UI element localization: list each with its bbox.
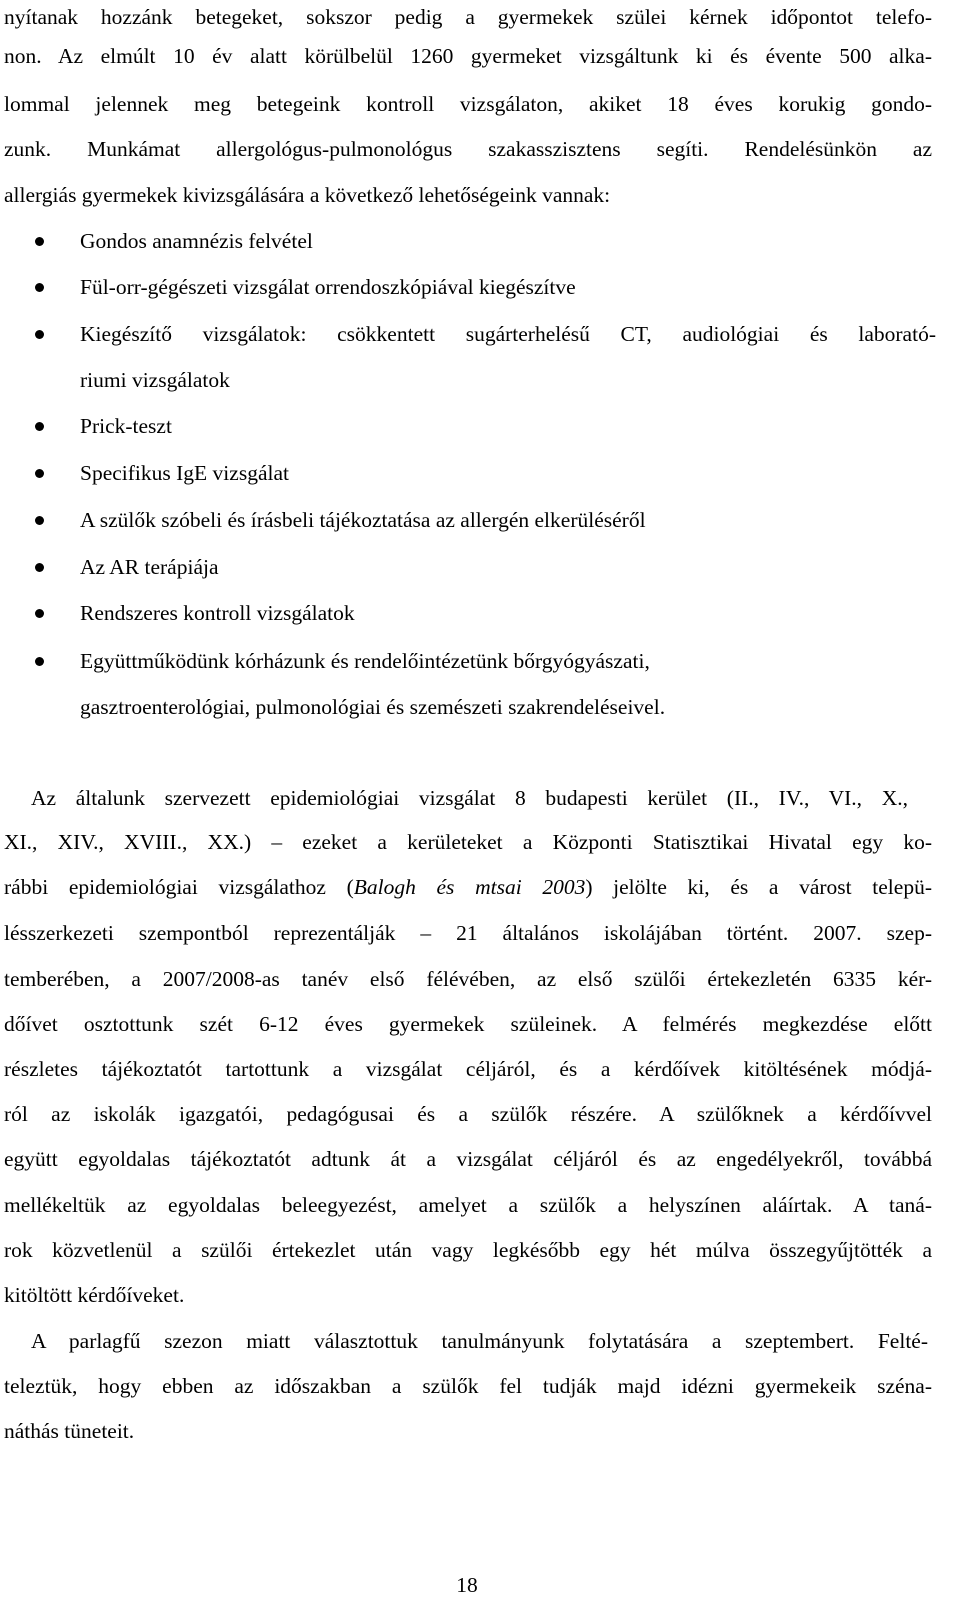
paragraph-1-line-5: allergiás gyermekek kivizsgálására a következő lehetőségeink vannak: [4, 183, 611, 207]
list-item: Prick-teszt [80, 414, 172, 438]
list-item: Kiegészítő vizsgálatok: csökkentett sugárterhelésű CT, audiológiai és laborató- [80, 322, 936, 346]
paragraph-3-line-2: teleztük, hogy ebben az időszakban a szülők fel tudják majd idézni gyermekeik széna- [4, 1374, 932, 1398]
paragraph-3-line-1: A parlagfű szezon miatt választottuk tanulmányunk folytatására a szeptembert. Felté- [31, 1329, 928, 1353]
paragraph-2-line-11: rok közvetlenül a szülői értekezlet után vagy legkésőbb egy hét múlva összegyűjtötték a [4, 1238, 932, 1262]
bullet-icon [35, 657, 44, 666]
bullet-icon [35, 330, 44, 339]
bullet-icon [35, 469, 44, 478]
citation: Balogh és mtsai 2003 [353, 875, 586, 899]
list-item: Együttműködünk kórházunk és rendelőintézetünk bőrgyógyászati, [80, 649, 650, 673]
bullet-icon [35, 283, 44, 292]
bullet-icon [35, 516, 44, 525]
bullet-icon [35, 237, 44, 246]
paragraph-2-line-9: együtt egyoldalas tájékoztatót adtunk át a vizsgálat céljáról és az engedélyekről, továbbá [4, 1147, 932, 1171]
bullet-icon [35, 422, 44, 431]
paragraph-1-line-1: nyítanak hozzánk betegeket, sokszor pedig a gyermekek szülei kérnek időpontot telefo- [4, 5, 932, 29]
paragraph-2-line-1: Az általunk szervezett epidemiológiai vizsgálat 8 budapesti kerület (II., IV., VI., X., [31, 786, 908, 810]
paragraph-2-line-3-text: ) jelölte ki, és a várost telepü- [585, 875, 932, 899]
paragraph-2-line-5: temberében, a 2007/2008-as tanév első félévében, az első szülői értekezletén 6335 kér- [4, 967, 932, 991]
list-item-continuation: riumi vizsgálatok [80, 368, 230, 392]
list-item: Specifikus IgE vizsgálat [80, 461, 289, 485]
list-item: Fül-orr-gégészeti vizsgálat orrendoszkópiával kiegészítve [80, 275, 576, 299]
paragraph-1-line-2: non. Az elmúlt 10 év alatt körülbelül 1260 gyermeket vizsgáltunk ki és évente 500 alka- [4, 44, 932, 68]
paragraph-3-line-3: náthás tüneteit. [4, 1419, 135, 1443]
list-item: Gondos anamnézis felvétel [80, 229, 313, 253]
bullet-icon [35, 609, 44, 618]
paragraph-1-line-3: lommal jelennek meg betegeink kontroll vizsgálaton, akiket 18 éves korukig gondo- [4, 92, 932, 116]
paragraph-2-line-4: lésszerkezeti szempontból reprezentálják – 21 általános iskolájában történt. 2007. szep- [4, 921, 932, 945]
paragraph-2-line-3 [4, 872, 932, 902]
bullet-icon [35, 563, 44, 572]
list-item-continuation: gasztroenterológiai, pulmonológiai és szemészeti szakrendeléseivel. [80, 695, 666, 719]
list-item: Rendszeres kontroll vizsgálatok [80, 601, 355, 625]
paragraph-2-line-8: ról az iskolák igazgatói, pedagógusai és a szülők részére. A szülőknek a kérdőívvel [4, 1102, 932, 1126]
paragraph-2-line-2: XI., XIV., XVIII., XX.) – ezeket a kerületeket a Központi Statisztikai Hivatal egy ko- [4, 830, 932, 854]
paragraph-2-line-10: mellékeltük az egyoldalas beleegyezést, amelyet a szülők a helyszínen aláírtak. A taná- [4, 1193, 932, 1217]
list-item: Az AR terápiája [80, 555, 219, 579]
page-number: 18 [456, 1573, 478, 1597]
paragraph-2-line-3-text: rábbi epidemiológiai vizsgálathoz ( [4, 875, 354, 899]
paragraph-1-line-4: zunk. Munkámat allergológus-pulmonológus szakasszisztens segíti. Rendelésünkön az [4, 137, 932, 161]
list-item: A szülők szóbeli és írásbeli tájékoztatása az allergén elkerüléséről [80, 508, 646, 532]
paragraph-2-line-12: kitöltött kérdőíveket. [4, 1283, 185, 1307]
paragraph-2-line-7: részletes tájékoztatót tartottunk a vizsgálat céljáról, és a kérdőívek kitöltésének módjá- [4, 1057, 932, 1081]
paragraph-2-line-6: dőívet osztottunk szét 6-12 éves gyermekek szüleinek. A felmérés megkezdése előtt [4, 1012, 932, 1036]
